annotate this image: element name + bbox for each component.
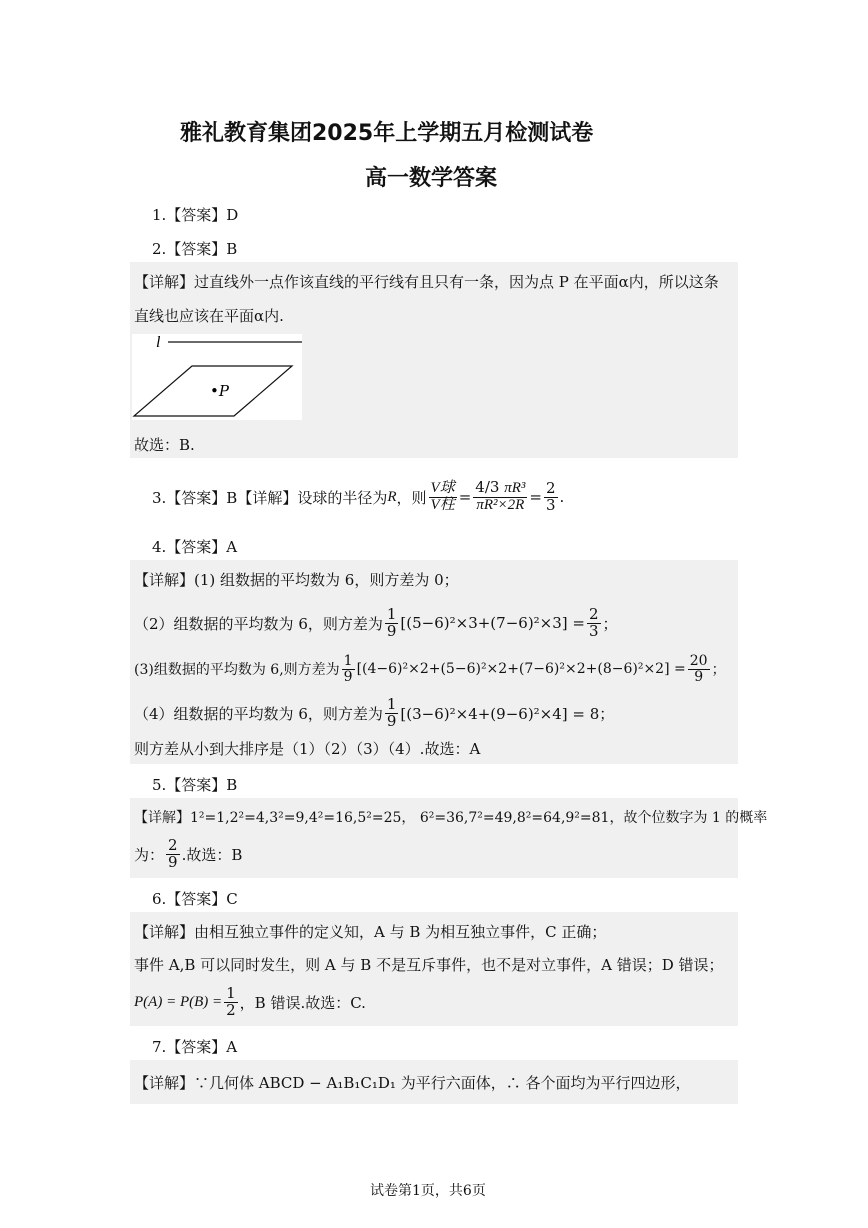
q5-line2: 为： $\frac{2}{9}$ .故选：B	[134, 835, 243, 871]
q7-line1: 【详解】∵几何体 ABCD − A₁B₁C₁D₁ 为平行六面体，∴ 各个面均为平行四边形，	[134, 1074, 691, 1092]
q4-detail-box	[130, 560, 738, 764]
q2-figure	[132, 334, 302, 420]
sphere-volume: πR³	[504, 480, 526, 497]
q4-answer: 4.【答案】A	[152, 538, 238, 556]
line-label: l	[156, 334, 161, 351]
four-thirds: 4/3	[475, 478, 500, 497]
q4-line3: (3)组数据的平均数为 6,则方差为 $\frac{1}{9}$ [(4−6)²×2+(5−6)²×2+(7−6)²×2+(8−6)²×2] = $\frac{20}{9}$ ；	[134, 652, 726, 685]
cylinder-volume: πR²×2R	[476, 497, 525, 513]
plane-diagram	[132, 334, 302, 420]
q3-result: $\frac{2}{3}$	[545, 478, 556, 514]
page-title: 雅礼教育集团2025年上学期五月检测试卷	[180, 121, 594, 146]
q5-detail-box	[130, 798, 768, 878]
q3-mid: ，则	[396, 488, 427, 507]
q7-answer: 7.【答案】A	[152, 1038, 238, 1056]
q4-conclusion: 则方差从小到大排序是（1）（2）（3）（4）.故选：A	[134, 740, 481, 758]
q5-line1: 【详解】1²=1,2²=4,3²=9,4²=16,5²=25， 6²=36,7²=49,8²=64,9²=81，故个位数字为 1 的概率	[134, 810, 768, 826]
volume-formula	[473, 480, 527, 514]
q2-detail-box	[130, 262, 738, 458]
q2-conclusion: 故选：B.	[134, 436, 195, 454]
q3-radius: R	[387, 488, 397, 505]
q6-line2: 事件 A,B 可以同时发生，则 A 与 B 不是互斥事件，也不是对立事件，A 错误；D 错误；	[134, 956, 724, 974]
page-footer: 试卷第1页，共6页	[370, 1183, 486, 1199]
point-label: •P	[210, 382, 229, 400]
q7-detail-box	[130, 1060, 738, 1104]
q1-answer: 1.【答案】D	[152, 206, 239, 224]
q6-answer: 6.【答案】C	[152, 890, 238, 908]
q3-line: 3.【答案】B【详解】设球的半径为 R ，则 $\frac{\text{V球}}{\text{V柱}}$ = $\frac{\text{4/3 πR³}}{\text{πR²×2R}}$ = $\frac{2}{3}$ .	[152, 478, 565, 514]
v-ball: V球	[430, 479, 455, 496]
page-subtitle: 高一数学答案	[365, 166, 498, 191]
q2-answer: 2.【答案】B	[152, 240, 238, 258]
q6-line1: 【详解】由相互独立事件的定义知，A 与 B 为相互独立事件，C 正确；	[134, 923, 607, 941]
q2-detail-line1: 【详解】过直线外一点作该直线的平行线有且只有一条，因为点 P 在平面α内，所以这条	[134, 273, 719, 291]
q6-detail-box	[130, 912, 738, 1026]
volume-ratio	[429, 481, 457, 514]
q5-answer: 5.【答案】B	[152, 776, 238, 794]
q6-line3: P(A) = P(B) = $\frac{1}{2}$ ，B 错误.故选：C.	[134, 983, 366, 1019]
q4-line2: （2）组数据的平均数为 6，则方差为 $\frac{1}{9}$ [(5−6)²×3+(7−6)²×3] = $\frac{2}{3}$ ；	[134, 604, 618, 640]
q3-prefix: 3.【答案】B【详解】设球的半径为	[152, 488, 388, 507]
q2-detail-line2: 直线也应该在平面α内.	[134, 307, 284, 325]
v-cyl: V柱	[430, 496, 455, 513]
q4-line1: 【详解】(1) 组数据的平均数为 6，则方差为 0；	[134, 571, 459, 589]
q4-line4: （4）组数据的平均数为 6，则方差为 $\frac{1}{9}$ [(3−6)²×4+(9−6)²×4] = 8；	[134, 694, 615, 730]
